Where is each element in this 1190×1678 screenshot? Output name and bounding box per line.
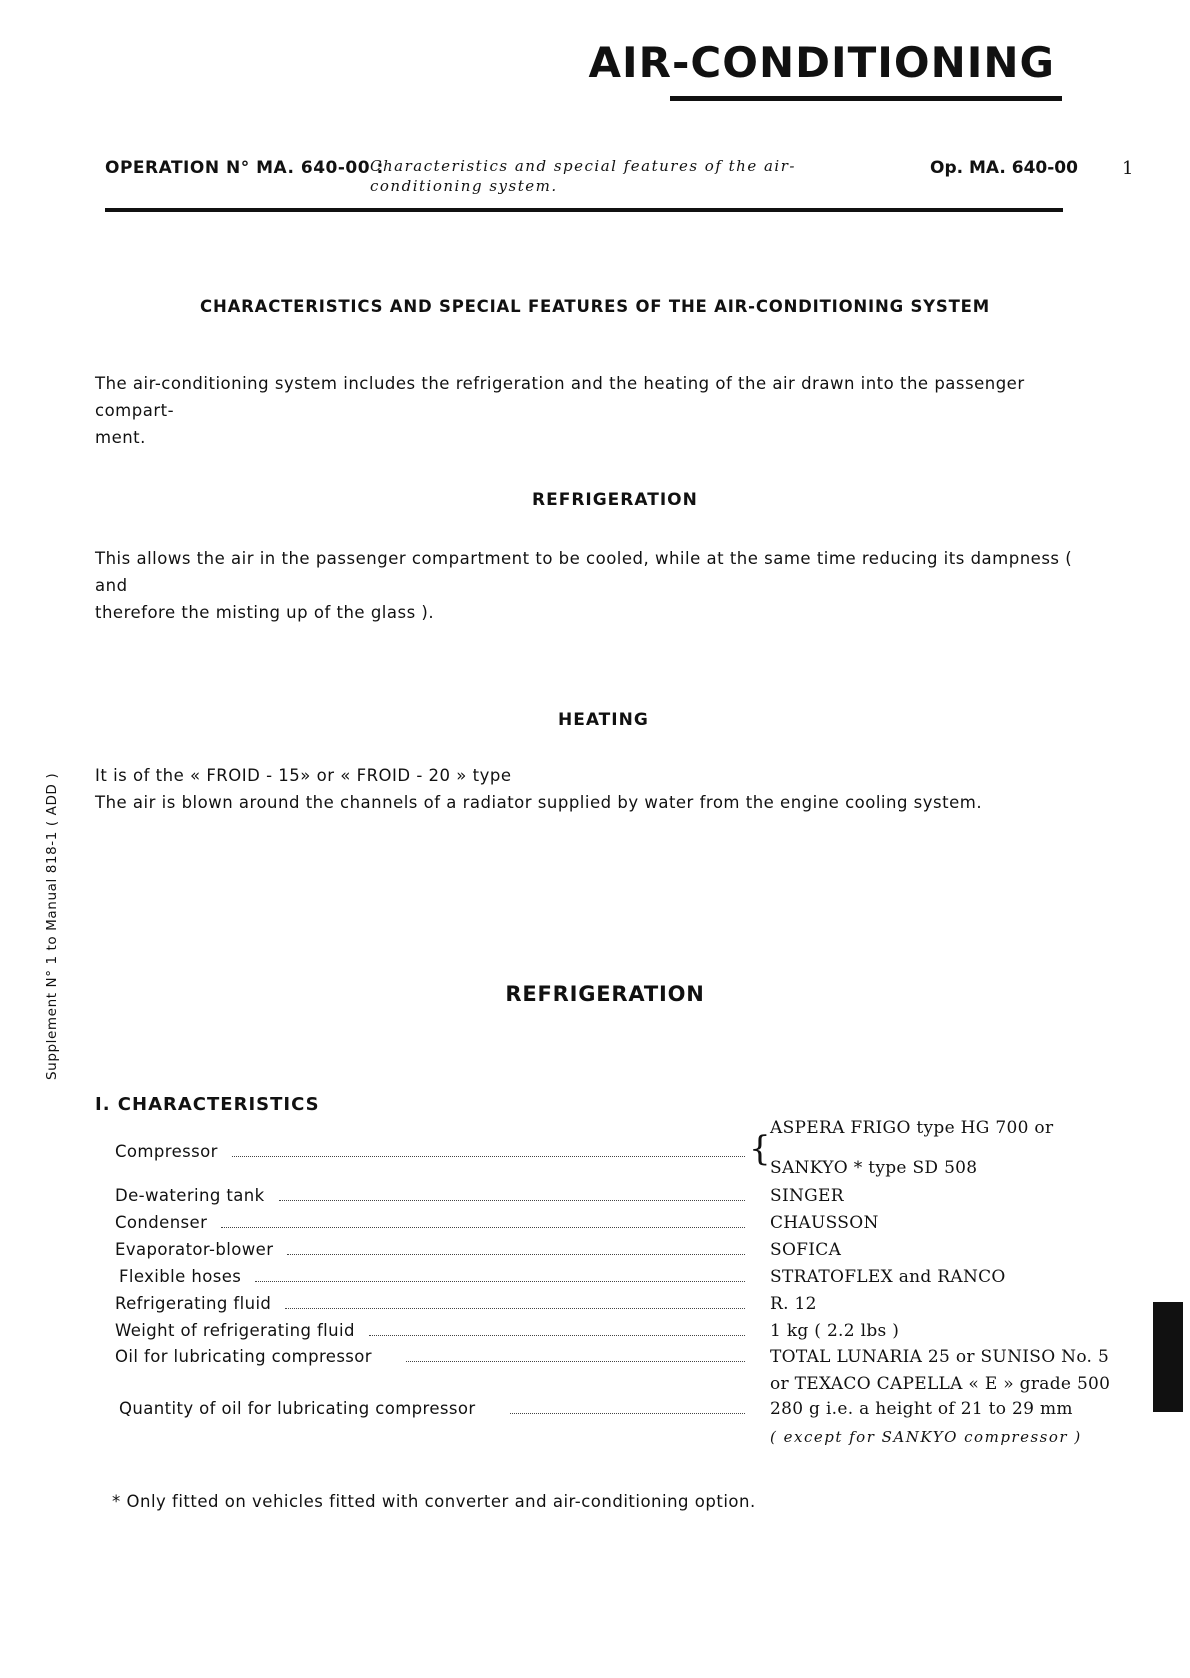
- spec-value: 1 kg ( 2.2 lbs ): [770, 1321, 900, 1341]
- leader-dots: [255, 1281, 745, 1282]
- leader-dots: [287, 1254, 745, 1255]
- spec-label: Quantity of oil for lubricating compressor: [119, 1399, 476, 1418]
- spec-label: Condenser: [115, 1213, 208, 1232]
- spec-label: De-watering tank: [115, 1186, 265, 1205]
- spec-value-oil-2: or TEXACO CAPELLA « E » grade 500: [770, 1374, 1111, 1394]
- refrigeration-heading: REFRIGERATION: [505, 982, 705, 1006]
- leader-dots: [369, 1335, 745, 1336]
- chapter-tab-marker: [1153, 1302, 1183, 1412]
- operation-number: OPERATION N° MA. 640-00 :: [105, 158, 384, 178]
- leader-dots: [232, 1156, 745, 1157]
- refrigeration-line1: This allows the air in the passenger compartment to be cooled, while at the same time reducing its dampness ( and: [95, 549, 1073, 595]
- operation-reference: Op. MA. 640-00: [930, 158, 1078, 178]
- spec-row-refrigerating-fluid: [115, 1294, 745, 1320]
- characteristics-title: I. CHARACTERISTICS: [95, 1094, 320, 1115]
- spec-label: Compressor: [115, 1142, 218, 1161]
- spec-row-dewatering-tank: [115, 1186, 745, 1212]
- heating-line2: The air is blown around the channels of a radiator supplied by water from the engine cooling system.: [95, 793, 983, 812]
- spec-value: R. 12: [770, 1294, 817, 1314]
- intro-paragraph: [95, 370, 1105, 451]
- spec-row-lubricating-oil: [115, 1347, 745, 1373]
- spec-note-sankyo: ( except for SANKYO compressor ): [770, 1428, 1082, 1446]
- leader-dots: [279, 1200, 745, 1201]
- heating-paragraph: [95, 762, 1105, 816]
- refrigeration-section-title: REFRIGERATION: [532, 490, 698, 510]
- page-title: AIR-CONDITIONING: [588, 38, 1055, 87]
- spec-row-fluid-weight: [115, 1321, 745, 1347]
- title-underline: [670, 96, 1062, 101]
- spec-value: CHAUSSON: [770, 1213, 879, 1233]
- spec-value-compressor-1: ASPERA FRIGO type HG 700 or: [770, 1118, 1054, 1138]
- spec-row-condenser: [115, 1213, 745, 1239]
- refrigeration-line2: therefore the misting up of the glass ).: [95, 603, 435, 622]
- spec-value: SOFICA: [770, 1240, 842, 1260]
- brace-symbol: {: [749, 1129, 771, 1169]
- operation-description-line2: conditioning system.: [370, 177, 558, 195]
- intro-line1: The air-conditioning system includes the refrigeration and the heating of the air drawn into the passenger compart-: [95, 374, 1025, 420]
- intro-line2: ment.: [95, 428, 146, 447]
- footnote: * Only fitted on vehicles fitted with converter and air-conditioning option.: [112, 1492, 756, 1511]
- operation-description-line1: Characteristics and special features of the air-: [370, 157, 796, 175]
- leader-dots: [406, 1361, 745, 1362]
- spec-label: Weight of refrigerating fluid: [115, 1321, 355, 1340]
- header-divider: [105, 208, 1063, 212]
- heating-section-title: HEATING: [558, 710, 649, 730]
- leader-dots: [285, 1308, 745, 1309]
- leader-dots: [221, 1227, 745, 1228]
- spec-label: Oil for lubricating compressor: [115, 1347, 372, 1366]
- spec-row-compressor: [115, 1142, 745, 1168]
- spec-label: Refrigerating fluid: [115, 1294, 272, 1313]
- spec-label: Flexible hoses: [119, 1267, 242, 1286]
- heating-line1: It is of the « FROID - 15» or « FROID - 20 » type: [95, 766, 512, 785]
- page-number: 1: [1122, 158, 1134, 179]
- spec-value-oil-1: TOTAL LUNARIA 25 or SUNISO No. 5: [770, 1347, 1110, 1367]
- spec-value: STRATOFLEX and RANCO: [770, 1267, 1006, 1287]
- spec-value: SINGER: [770, 1186, 844, 1206]
- refrigeration-paragraph: [95, 545, 1105, 626]
- spec-row-flexible-hoses: [119, 1267, 745, 1293]
- leader-dots: [510, 1413, 745, 1414]
- manual-supplement-label: Supplement N° 1 to Manual 818-1 ( ADD ): [44, 772, 60, 1080]
- spec-value-compressor-2: SANKYO * type SD 508: [770, 1158, 978, 1178]
- spec-value-oil-quantity: 280 g i.e. a height of 21 to 29 mm: [770, 1399, 1073, 1419]
- spec-label: Evaporator-blower: [115, 1240, 274, 1259]
- spec-row-oil-quantity: [119, 1399, 745, 1425]
- operation-description: [370, 156, 796, 196]
- spec-row-evaporator-blower: [115, 1240, 745, 1266]
- main-heading: CHARACTERISTICS AND SPECIAL FEATURES OF THE AIR-CONDITIONING SYSTEM: [200, 297, 990, 316]
